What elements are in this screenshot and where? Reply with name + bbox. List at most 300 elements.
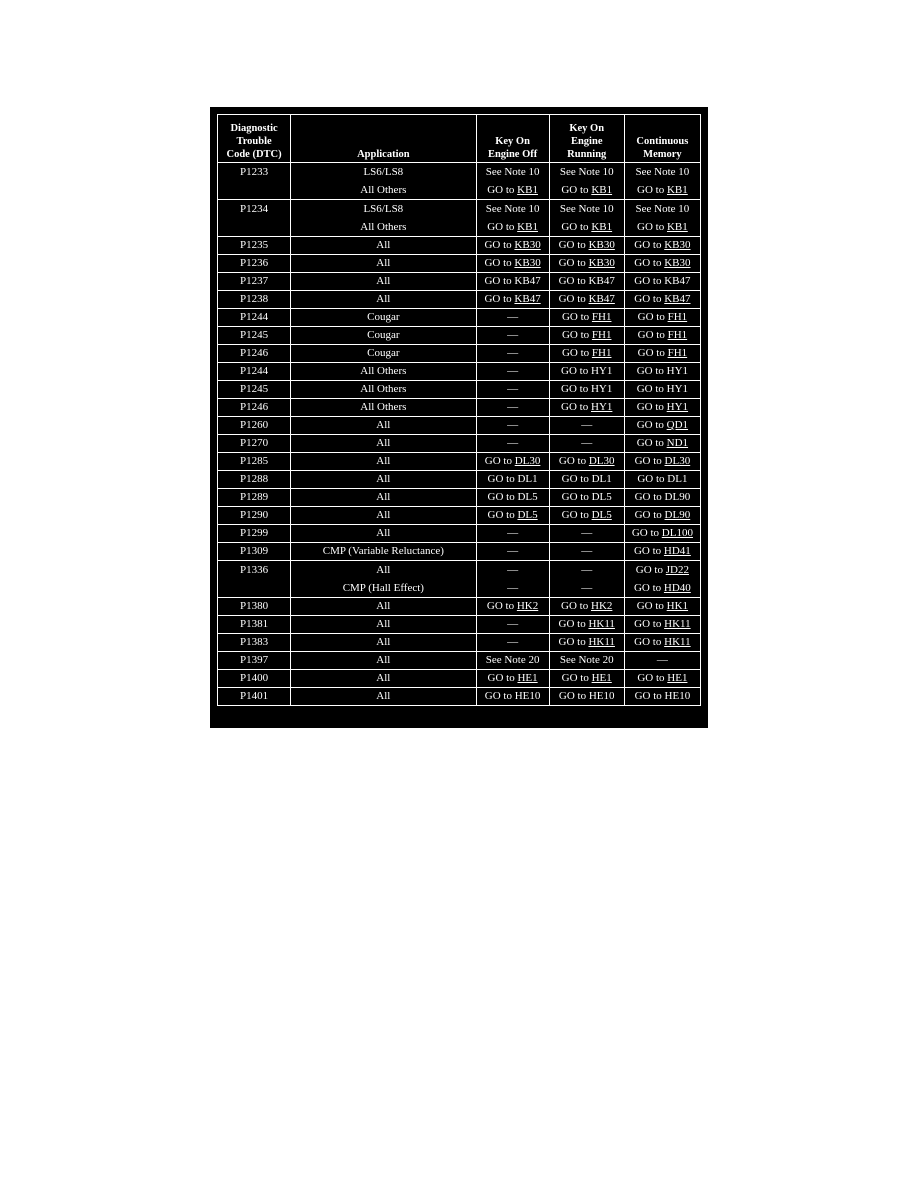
cell-text: GO to DL1 xyxy=(487,473,538,485)
cell-text: GO to xyxy=(633,545,664,557)
cell-text: GO to DL1 xyxy=(561,473,612,485)
key-on-engine-off-cell xyxy=(476,543,549,561)
dtc-code-cell xyxy=(218,670,291,688)
dtc-code: P1290 xyxy=(240,509,269,521)
procedure-link[interactable]: JD22 xyxy=(665,564,689,576)
header-key-on-engine-off xyxy=(476,115,549,163)
table-row xyxy=(218,453,701,471)
cell-line xyxy=(637,383,688,395)
dtc-code: P1288 xyxy=(240,473,269,485)
application-cell xyxy=(291,525,476,543)
procedure-link[interactable]: KB47 xyxy=(514,293,541,305)
header-cm-line: Continuous xyxy=(636,136,689,147)
cell-text: GO to xyxy=(637,311,668,323)
dtc-code: P1260 xyxy=(240,419,269,431)
cell-text: GO to xyxy=(558,239,589,251)
continuous-memory-cell xyxy=(624,561,700,598)
procedure-link[interactable]: FH1 xyxy=(667,347,688,359)
table-row xyxy=(218,670,701,688)
cell-line xyxy=(484,257,540,269)
cell-text: GO to xyxy=(487,672,518,684)
cell-text: GO to HY1 xyxy=(636,365,689,377)
dtc-code-cell xyxy=(218,363,291,381)
cell-text: See Note 20 xyxy=(559,654,614,666)
cell-text: — xyxy=(581,527,593,539)
application-cell xyxy=(291,598,476,616)
dtc-code: P1236 xyxy=(240,257,269,269)
cell-text: GO to HE10 xyxy=(634,690,691,702)
application-text: All xyxy=(376,455,391,467)
procedure-link[interactable]: FH1 xyxy=(591,347,612,359)
application-text: LS6/LS8 xyxy=(363,166,404,178)
cell-line xyxy=(634,275,690,287)
procedure-link[interactable]: DL30 xyxy=(514,455,541,467)
dtc-code-cell xyxy=(218,507,291,525)
cell-line xyxy=(485,455,541,467)
procedure-link[interactable]: FH1 xyxy=(667,311,688,323)
procedure-link[interactable]: DL100 xyxy=(661,527,693,539)
cell-text: — xyxy=(581,582,593,594)
dtc-code-cell xyxy=(218,634,291,652)
cell-line xyxy=(625,163,700,181)
cell-text: See Note 10 xyxy=(559,166,614,178)
procedure-link[interactable]: KB1 xyxy=(517,184,538,196)
key-on-engine-off-cell xyxy=(476,598,549,616)
key-on-engine-running-cell xyxy=(549,652,624,670)
cell-text: GO to xyxy=(486,600,517,612)
cell-line xyxy=(634,545,691,557)
procedure-link[interactable]: KB30 xyxy=(514,239,541,251)
dtc-code: P1380 xyxy=(240,600,269,612)
cell-text: GO to xyxy=(484,455,515,467)
procedure-link[interactable]: DL5 xyxy=(517,509,538,521)
key-on-engine-off-cell xyxy=(476,363,549,381)
cell-line xyxy=(559,239,615,251)
application-text: Cougar xyxy=(367,347,400,359)
application-cell xyxy=(291,616,476,634)
dtc-code: P1244 xyxy=(240,365,269,377)
dtc-code-cell xyxy=(218,543,291,561)
procedure-link[interactable]: HD40 xyxy=(663,582,691,594)
procedure-link[interactable]: KB30 xyxy=(588,239,615,251)
cell-text: GO to xyxy=(634,509,665,521)
cell-text: GO to xyxy=(487,221,518,233)
cell-text: — xyxy=(507,618,519,630)
cell-line xyxy=(507,365,518,377)
procedure-link[interactable]: KB47 xyxy=(588,293,615,305)
cell-text: GO to KB47 xyxy=(558,275,615,287)
cell-line xyxy=(562,491,612,503)
key-on-engine-off-cell xyxy=(476,399,549,417)
application-text: LS6/LS8 xyxy=(363,203,404,215)
cell-text: GO to xyxy=(561,221,592,233)
application-cell xyxy=(291,345,476,363)
application-text: Cougar xyxy=(367,329,400,341)
application-text: All xyxy=(376,509,391,521)
dtc-code-cell xyxy=(218,255,291,273)
key-on-engine-running-cell xyxy=(549,543,624,561)
table-row xyxy=(218,489,701,507)
procedure-link[interactable]: HK2 xyxy=(516,600,539,612)
procedure-link[interactable]: KB30 xyxy=(514,257,541,269)
cell-line xyxy=(550,200,624,218)
dtc-code: P1401 xyxy=(240,690,269,702)
cell-text: GO to xyxy=(637,347,668,359)
procedure-link[interactable]: HK11 xyxy=(664,636,691,648)
procedure-link[interactable]: DL5 xyxy=(591,509,612,521)
cell-line xyxy=(562,672,612,684)
dtc-code: P1381 xyxy=(240,618,269,630)
cell-text: — xyxy=(656,654,668,666)
dtc-code: P1244 xyxy=(240,311,269,323)
dtc-code: P1383 xyxy=(240,636,269,648)
cell-line xyxy=(477,561,549,579)
table-row xyxy=(218,634,701,652)
cell-text: GO to xyxy=(561,184,592,196)
cell-text: — xyxy=(507,383,519,395)
table-row xyxy=(218,543,701,561)
dtc-code-cell xyxy=(218,688,291,706)
key-on-engine-off-cell xyxy=(476,471,549,489)
continuous-memory-cell xyxy=(624,163,700,200)
dtc-code-cell xyxy=(218,652,291,670)
key-on-engine-running-cell xyxy=(549,255,624,273)
key-on-engine-off-cell xyxy=(476,561,549,598)
application-text: All xyxy=(376,654,391,666)
continuous-memory-cell xyxy=(624,471,700,489)
procedure-link[interactable]: KB1 xyxy=(517,221,538,233)
dtc-code-cell xyxy=(218,381,291,399)
procedure-link[interactable]: KB1 xyxy=(666,221,688,233)
dtc-code-cell xyxy=(218,345,291,363)
continuous-memory-cell xyxy=(624,670,700,688)
key-on-engine-running-cell xyxy=(549,435,624,453)
procedure-link[interactable]: HE1 xyxy=(667,672,688,684)
cell-line xyxy=(507,545,518,557)
cell-line xyxy=(637,672,687,684)
application-cell xyxy=(291,471,476,489)
continuous-memory-cell xyxy=(624,291,700,309)
dtc-code: P1233 xyxy=(240,166,269,178)
key-on-engine-running-cell xyxy=(549,561,624,598)
table-row xyxy=(218,255,701,273)
table-row xyxy=(218,688,701,706)
table-row xyxy=(218,345,701,363)
application-text: All xyxy=(376,275,391,287)
application-text: All xyxy=(376,527,391,539)
key-on-engine-off-cell xyxy=(476,345,549,363)
application-cell xyxy=(291,507,476,525)
key-on-engine-running-cell xyxy=(549,525,624,543)
application-text: All xyxy=(376,672,391,684)
cell-text: GO to xyxy=(637,672,668,684)
procedure-link[interactable]: KB30 xyxy=(588,257,615,269)
application-cell xyxy=(291,688,476,706)
procedure-link[interactable]: ND1 xyxy=(666,437,689,449)
procedure-link[interactable]: QD1 xyxy=(666,419,689,431)
application-cell xyxy=(291,543,476,561)
continuous-memory-cell xyxy=(624,543,700,561)
application-cell xyxy=(291,399,476,417)
procedure-link[interactable]: DL30 xyxy=(588,455,615,467)
procedure-link[interactable]: FH1 xyxy=(667,329,688,341)
procedure-link[interactable]: FH1 xyxy=(591,329,612,341)
application-text: Cougar xyxy=(367,311,400,323)
procedure-link[interactable]: HY1 xyxy=(666,401,689,413)
key-on-engine-running-cell xyxy=(549,237,624,255)
cell-text: GO to KB47 xyxy=(484,275,541,287)
procedure-link[interactable]: HK2 xyxy=(591,600,613,612)
cell-text: GO to xyxy=(636,401,667,413)
cell-text: GO to DL5 xyxy=(487,491,538,503)
continuous-memory-cell xyxy=(624,634,700,652)
cell-line xyxy=(561,383,612,395)
key-on-engine-off-cell xyxy=(476,309,549,327)
application-cell xyxy=(291,417,476,435)
cell-line xyxy=(559,618,615,630)
procedure-link[interactable]: HE1 xyxy=(591,672,612,684)
procedure-link[interactable]: KB30 xyxy=(664,257,691,269)
cell-line xyxy=(637,473,687,485)
cell-text: — xyxy=(507,527,519,539)
key-on-engine-running-cell xyxy=(549,345,624,363)
header-koer-line: Key On xyxy=(569,123,605,134)
key-on-engine-off-cell xyxy=(476,417,549,435)
cell-text: GO to xyxy=(561,311,592,323)
procedure-link[interactable]: KB1 xyxy=(591,184,613,196)
key-on-engine-off-cell xyxy=(476,688,549,706)
cell-line xyxy=(559,455,615,467)
procedure-link[interactable]: KB1 xyxy=(666,184,688,196)
key-on-engine-off-cell xyxy=(476,200,549,237)
dtc-code-cell xyxy=(218,489,291,507)
application-cell xyxy=(291,489,476,507)
cell-text: GO to xyxy=(561,401,591,413)
table-row xyxy=(218,200,701,237)
header-cm-line: Memory xyxy=(643,149,682,160)
cell-text: GO to xyxy=(636,600,667,612)
cell-line xyxy=(559,275,615,287)
cell-text: GO to xyxy=(635,564,666,576)
header-application xyxy=(291,115,476,163)
cell-line xyxy=(635,455,691,467)
table-row xyxy=(218,652,701,670)
procedure-link[interactable]: KB30 xyxy=(664,239,691,251)
table-row xyxy=(218,273,701,291)
cell-line xyxy=(507,527,518,539)
dtc-code-cell xyxy=(218,525,291,543)
cell-line xyxy=(634,636,690,648)
procedure-link[interactable]: HK11 xyxy=(588,618,615,630)
cell-line xyxy=(560,654,614,666)
dtc-code-cell xyxy=(218,561,291,598)
cell-text: — xyxy=(507,311,519,323)
cell-line xyxy=(638,311,688,323)
cell-text: — xyxy=(507,347,519,359)
continuous-memory-cell xyxy=(624,453,700,471)
key-on-engine-off-cell xyxy=(476,453,549,471)
dtc-code: P1245 xyxy=(240,329,269,341)
cell-line xyxy=(581,527,592,539)
dtc-code: P1397 xyxy=(240,654,269,666)
application-cell xyxy=(291,255,476,273)
cell-text: — xyxy=(581,437,593,449)
cell-text: — xyxy=(507,545,519,557)
cell-text: GO to xyxy=(634,293,665,305)
cell-text: See Note 20 xyxy=(485,654,540,666)
cell-text: GO to xyxy=(637,329,668,341)
application-text: All Others xyxy=(360,221,407,233)
continuous-memory-cell xyxy=(624,255,700,273)
cell-line xyxy=(507,347,518,359)
table-row xyxy=(218,435,701,453)
cell-line xyxy=(477,218,549,236)
key-on-engine-off-cell xyxy=(476,507,549,525)
cell-line xyxy=(638,347,688,359)
key-on-engine-running-cell xyxy=(549,309,624,327)
application-text: All xyxy=(376,564,391,576)
cell-line xyxy=(487,600,538,612)
cell-line xyxy=(477,579,549,597)
continuous-memory-cell xyxy=(624,525,700,543)
cell-text: GO to xyxy=(634,618,665,630)
cell-text: — xyxy=(581,545,593,557)
cell-line xyxy=(507,383,518,395)
table-row xyxy=(218,291,701,309)
cell-text: See Note 10 xyxy=(559,203,614,215)
application-cell xyxy=(291,200,476,237)
cell-line xyxy=(625,579,700,597)
cell-line xyxy=(559,293,615,305)
continuous-memory-cell xyxy=(624,417,700,435)
dtc-code-cell xyxy=(218,273,291,291)
key-on-engine-off-cell xyxy=(476,489,549,507)
table-row xyxy=(218,507,701,525)
key-on-engine-running-cell xyxy=(549,363,624,381)
procedure-link[interactable]: HE1 xyxy=(517,672,538,684)
header-continuous-memory xyxy=(624,115,700,163)
table-row xyxy=(218,381,701,399)
dtc-code: P1237 xyxy=(240,275,269,287)
key-on-engine-off-cell xyxy=(476,634,549,652)
key-on-engine-off-cell xyxy=(476,652,549,670)
table-row xyxy=(218,399,701,417)
cell-text: GO to xyxy=(634,257,665,269)
application-cell xyxy=(291,291,476,309)
dtc-code: P1270 xyxy=(240,437,269,449)
header-key-on-engine-running xyxy=(549,115,624,163)
cell-line xyxy=(581,437,592,449)
cell-text: GO to xyxy=(487,509,518,521)
key-on-engine-off-cell xyxy=(476,237,549,255)
application-text: All xyxy=(376,419,391,431)
key-on-engine-running-cell xyxy=(549,273,624,291)
application-cell xyxy=(291,634,476,652)
key-on-engine-running-cell xyxy=(549,616,624,634)
procedure-link[interactable]: HD41 xyxy=(663,545,691,557)
cell-text: See Note 10 xyxy=(635,166,690,178)
cell-line xyxy=(561,401,612,413)
dtc-code-cell xyxy=(218,327,291,345)
continuous-memory-cell xyxy=(624,381,700,399)
application-cell xyxy=(291,670,476,688)
procedure-link[interactable]: KB47 xyxy=(664,293,691,305)
procedure-link[interactable]: DL30 xyxy=(664,455,691,467)
cell-line xyxy=(507,636,518,648)
cell-line xyxy=(477,200,549,218)
dtc-code: P1400 xyxy=(240,672,269,684)
cell-text: GO to xyxy=(633,582,664,594)
key-on-engine-off-cell xyxy=(476,435,549,453)
cell-line xyxy=(634,257,690,269)
cell-line xyxy=(634,618,690,630)
procedure-link[interactable]: KB1 xyxy=(591,221,613,233)
cell-line xyxy=(507,401,518,413)
cell-line xyxy=(507,437,518,449)
continuous-memory-cell xyxy=(624,399,700,417)
cell-line xyxy=(637,437,688,449)
key-on-engine-off-cell xyxy=(476,327,549,345)
key-on-engine-running-cell xyxy=(549,163,624,200)
key-on-engine-running-cell xyxy=(549,634,624,652)
procedure-link[interactable]: HK11 xyxy=(588,636,615,648)
cell-text: — xyxy=(507,582,519,594)
cell-text: — xyxy=(507,365,519,377)
cell-line xyxy=(562,509,612,521)
application-text: All Others xyxy=(360,383,407,395)
cell-line xyxy=(634,293,690,305)
cell-text: GO to xyxy=(484,257,515,269)
header-koeo-line: Key On xyxy=(495,136,530,147)
cell-line xyxy=(637,365,688,377)
cell-text: GO to xyxy=(487,184,518,196)
cell-line xyxy=(625,218,700,236)
procedure-link[interactable]: HY1 xyxy=(591,401,613,413)
continuous-memory-cell xyxy=(624,327,700,345)
application-text: All xyxy=(376,257,391,269)
cell-line xyxy=(488,491,538,503)
header-dtc-line: Trouble xyxy=(236,136,272,147)
cell-text: GO to xyxy=(561,672,592,684)
dtc-code: P1238 xyxy=(240,293,269,305)
procedure-link[interactable]: FH1 xyxy=(591,311,612,323)
continuous-memory-cell xyxy=(624,616,700,634)
key-on-engine-running-cell xyxy=(549,598,624,616)
header-koer-line: Running xyxy=(567,149,607,160)
header-dtc xyxy=(218,115,291,163)
key-on-engine-off-cell xyxy=(476,273,549,291)
dtc-code: P1235 xyxy=(240,239,269,251)
dtc-code: P1336 xyxy=(240,564,269,576)
cell-text: GO to xyxy=(634,455,665,467)
application-text: All xyxy=(376,491,391,503)
cell-line xyxy=(635,690,691,702)
table-row xyxy=(218,616,701,634)
application-cell xyxy=(291,309,476,327)
procedure-link[interactable]: HK1 xyxy=(666,600,689,612)
cell-line xyxy=(657,654,668,666)
procedure-link[interactable]: DL90 xyxy=(664,509,691,521)
application-cell xyxy=(291,453,476,471)
dtc-code: P1245 xyxy=(240,383,269,395)
cell-line xyxy=(635,491,691,503)
cell-line xyxy=(637,401,688,413)
cell-line xyxy=(634,239,690,251)
procedure-link[interactable]: HK11 xyxy=(664,618,691,630)
cell-line xyxy=(477,181,549,199)
cell-line xyxy=(507,618,518,630)
dtc-code: P1246 xyxy=(240,347,269,359)
